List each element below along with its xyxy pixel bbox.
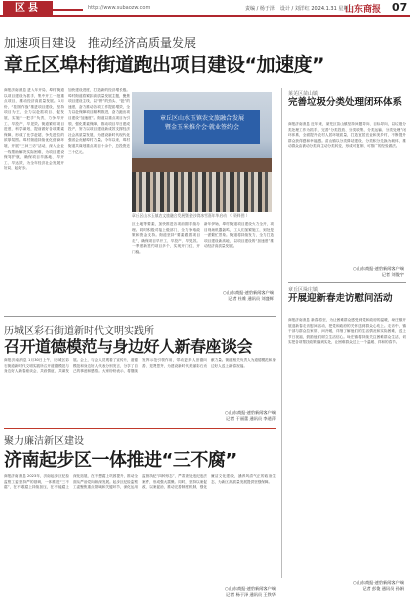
photo-stage	[132, 158, 272, 172]
story2-headline: 召开道德模范与身边好人新春座谈会	[4, 337, 253, 356]
story1-col2: 加快建设进度，打造新的经济增长极。埠村街道将紧扣高质量发展主题，聚焦项目建设主线，以“拼”的劲头、“抢”的速度，奋力推动各项工作提质增效，全力以赴保障项目顺利推进，奋力跑出项目建设“加速度”。街道以重点项目为引领，强化要素保障，推动项目早日建成投产，努力以项目建设新成效支撑经济社会高质量发展，为建设新时代现代化强省会贡献埠村力量。今年以来，埠村街道共谋划重点项目十余个，总投资近三十亿元。	[68, 88, 130, 154]
photo-banner	[144, 110, 260, 144]
page-meta: 责编 / 杨于泽 设计 / 刘洋红 2024.1.31 星期三	[245, 6, 354, 12]
column-divider	[281, 88, 282, 578]
page-number: 07	[392, 1, 408, 14]
story1-kicker: 加速项目建设 推动经济高质量发展	[4, 36, 197, 50]
story2-body: 商报济南消息 1月30日上午，历城区彩石街道新时代文明实践所召开道德模范与身边好人新春座谈会，共叙情谊，共谋发展。会上，与会人员观看了宣传片，道德模范和身边好人代表分别发言，分享了自己的事迹和感悟。大家纷纷表示，将继续发挥示范引领作用，带动更多人崇德向善、见贤思齐，为建设新时代美丽彩石贡献力量。街道相关负责人为道德模范和身边好人送上新春祝福。	[4, 358, 276, 374]
sidebar2-headline: 开展迎新春走访慰问活动	[288, 293, 393, 304]
sidebar1-body: 商报济南消息 近年来，莱芜区苗山镇坚持问题导向、目标导向，以垃圾分类处理工作为抓手，完善“分类投放、分类收集、分类运输、分类处理”闭环体系，全面提升农村人居环境质量，打造宜居宜业和美乡村，不断提升群众获得感和幸福感。苗山镇以分类驿站建设、分类积分兑换为载体，推动群众由被动分类向主动分类转变，形成可复制、可推广的经验做法。	[288, 122, 406, 149]
sidebar-divider	[288, 282, 406, 283]
sidebar1-kicker: 莱芜区苗山镇	[288, 91, 319, 97]
sidebar1-reporter: ○山东商报·速豹新闻客户端 记者 刘俊宇	[352, 266, 404, 277]
banner-line2: 暨金玉米推介会·就业签约会	[165, 124, 239, 131]
story1-col3: 区土地等要素，加快推进各项前期手续办理。同时积极对接上级部门，全力争取政策和资金支持。街道坚持“要素跟着项目走”，确保项目早开工、早投产、早见效。一季度新签约项目多个，实现开门红、开门稳。	[132, 222, 200, 254]
newspaper-name: 山东商报	[345, 5, 382, 15]
story3-top-rule	[4, 428, 276, 429]
story3-body: 商报济南消息 2023年，济南起步区纪检监察工委坚持严的基调，一体推进“三不腐”，在不敢腐上持续加压，在不能腐上深化拓展，在不想腐上巩固提升，推动全面从严治党向纵深发展。起步区纪检监察工委聚焦重点领域和关键环节，深化运用监督执纪“四种形态”，严肃查处违纪违法案件，形成强大震慑。同时，坚持以案促改、以案促治，推动完善制度机制，强化廉洁文化建设，涵养风清气正的政治生态，为新区高质量发展提供坚强保障。	[4, 474, 276, 490]
sidebar2-body: 商报济南消息 新春将至，为让困难群众感受到党和政府的温暖，垛庄镇开展迎新春走访慰问活动，把党和政府的关怀送到群众心坎上。走访中，镇干部与群众拉家常、问冷暖，详细了解他们的生活情况和实际困难，送上节日祝福，鼓励他们树立生活信心。垛庄镇将持续关注困难群众生活，切实把各项帮扶政策落到实处，让困难群众过上一个温暖、祥和的春节。	[288, 318, 406, 345]
story3-kicker: 聚力廉洁新区建设	[4, 436, 84, 447]
story2-kicker: 历城区彩石街道新时代文明实践所	[4, 326, 154, 337]
sidebar2-kicker: 章丘区垛庄镇	[288, 287, 319, 293]
story3-reporter: ○山东商报·速豹新闻客户端 记者 杨于泽 通讯员 王铁华	[224, 586, 276, 597]
story2-reporter: ○山东商报·速豹新闻客户端 记者 于丽蕾 通讯员 李道萍	[224, 410, 276, 421]
story1-headline: 章丘区埠村街道跑出项目建设“加速度”	[4, 54, 324, 76]
story1-col1: 商报济南消息 进入年开局，埠村街道以项目建设为抓手，集中开工一批重点项目，推动经济高质量发展。1月份，“挂图作战”推进项目建设，坚持项目为王，全力以赴抓项目、促发展，实施“一把手”负责，力争早开工、早投产、早见效。街道紧盯项目进度，科学谋划，提前做好各项要素保障，形成了比学赶超、争先进位的浓厚氛围。埠村街道持续优化营商环境，开展“三问三访”活动，深入企业一线帮助解决实际困难，为项目建设保驾护航，确保项目早落地、早开工、早达效，为全年经济社会发展开好局、起好步。	[4, 88, 64, 171]
page-header	[0, 0, 410, 17]
story1-reporter: ○山东商报·速豹新闻客户端 记者 杜维 通讯员 刘盛辉	[222, 290, 274, 301]
story2-top-rule	[4, 316, 276, 317]
event-photo	[132, 92, 272, 212]
photo-crowd	[132, 172, 272, 212]
section-tag: 区县	[3, 1, 53, 16]
banner-line1: 章丘区山水玉镇农文旅融合发展	[159, 115, 244, 122]
photo-caption: 章丘区山水玉镇农文旅融合发展暨金沙湾冰雪嘉年华启动 （ 资料图 ）	[132, 213, 250, 218]
story3-headline: 济南起步区一体推进“三不腐”	[4, 450, 237, 471]
sidebar2-reporter: ○山东商报·速豹新闻客户端 记者 彭俊 通讯员 孙娟	[352, 580, 404, 591]
header-bar	[53, 9, 83, 11]
story1-col4: 新年伊始，埠村街道项目建设火力全开，项目现场机器轰鸣，工人们加紧施工，到处是一派繁忙景象。街道将持续发力，全力打造项目建设新高地，以项目建设的“加速度”推动经济高质量发展。	[204, 222, 274, 249]
sidebar1-headline: 完善垃圾分类处理闭环体系	[288, 97, 403, 108]
site-url[interactable]: http://www.subaozw.com	[88, 5, 151, 11]
